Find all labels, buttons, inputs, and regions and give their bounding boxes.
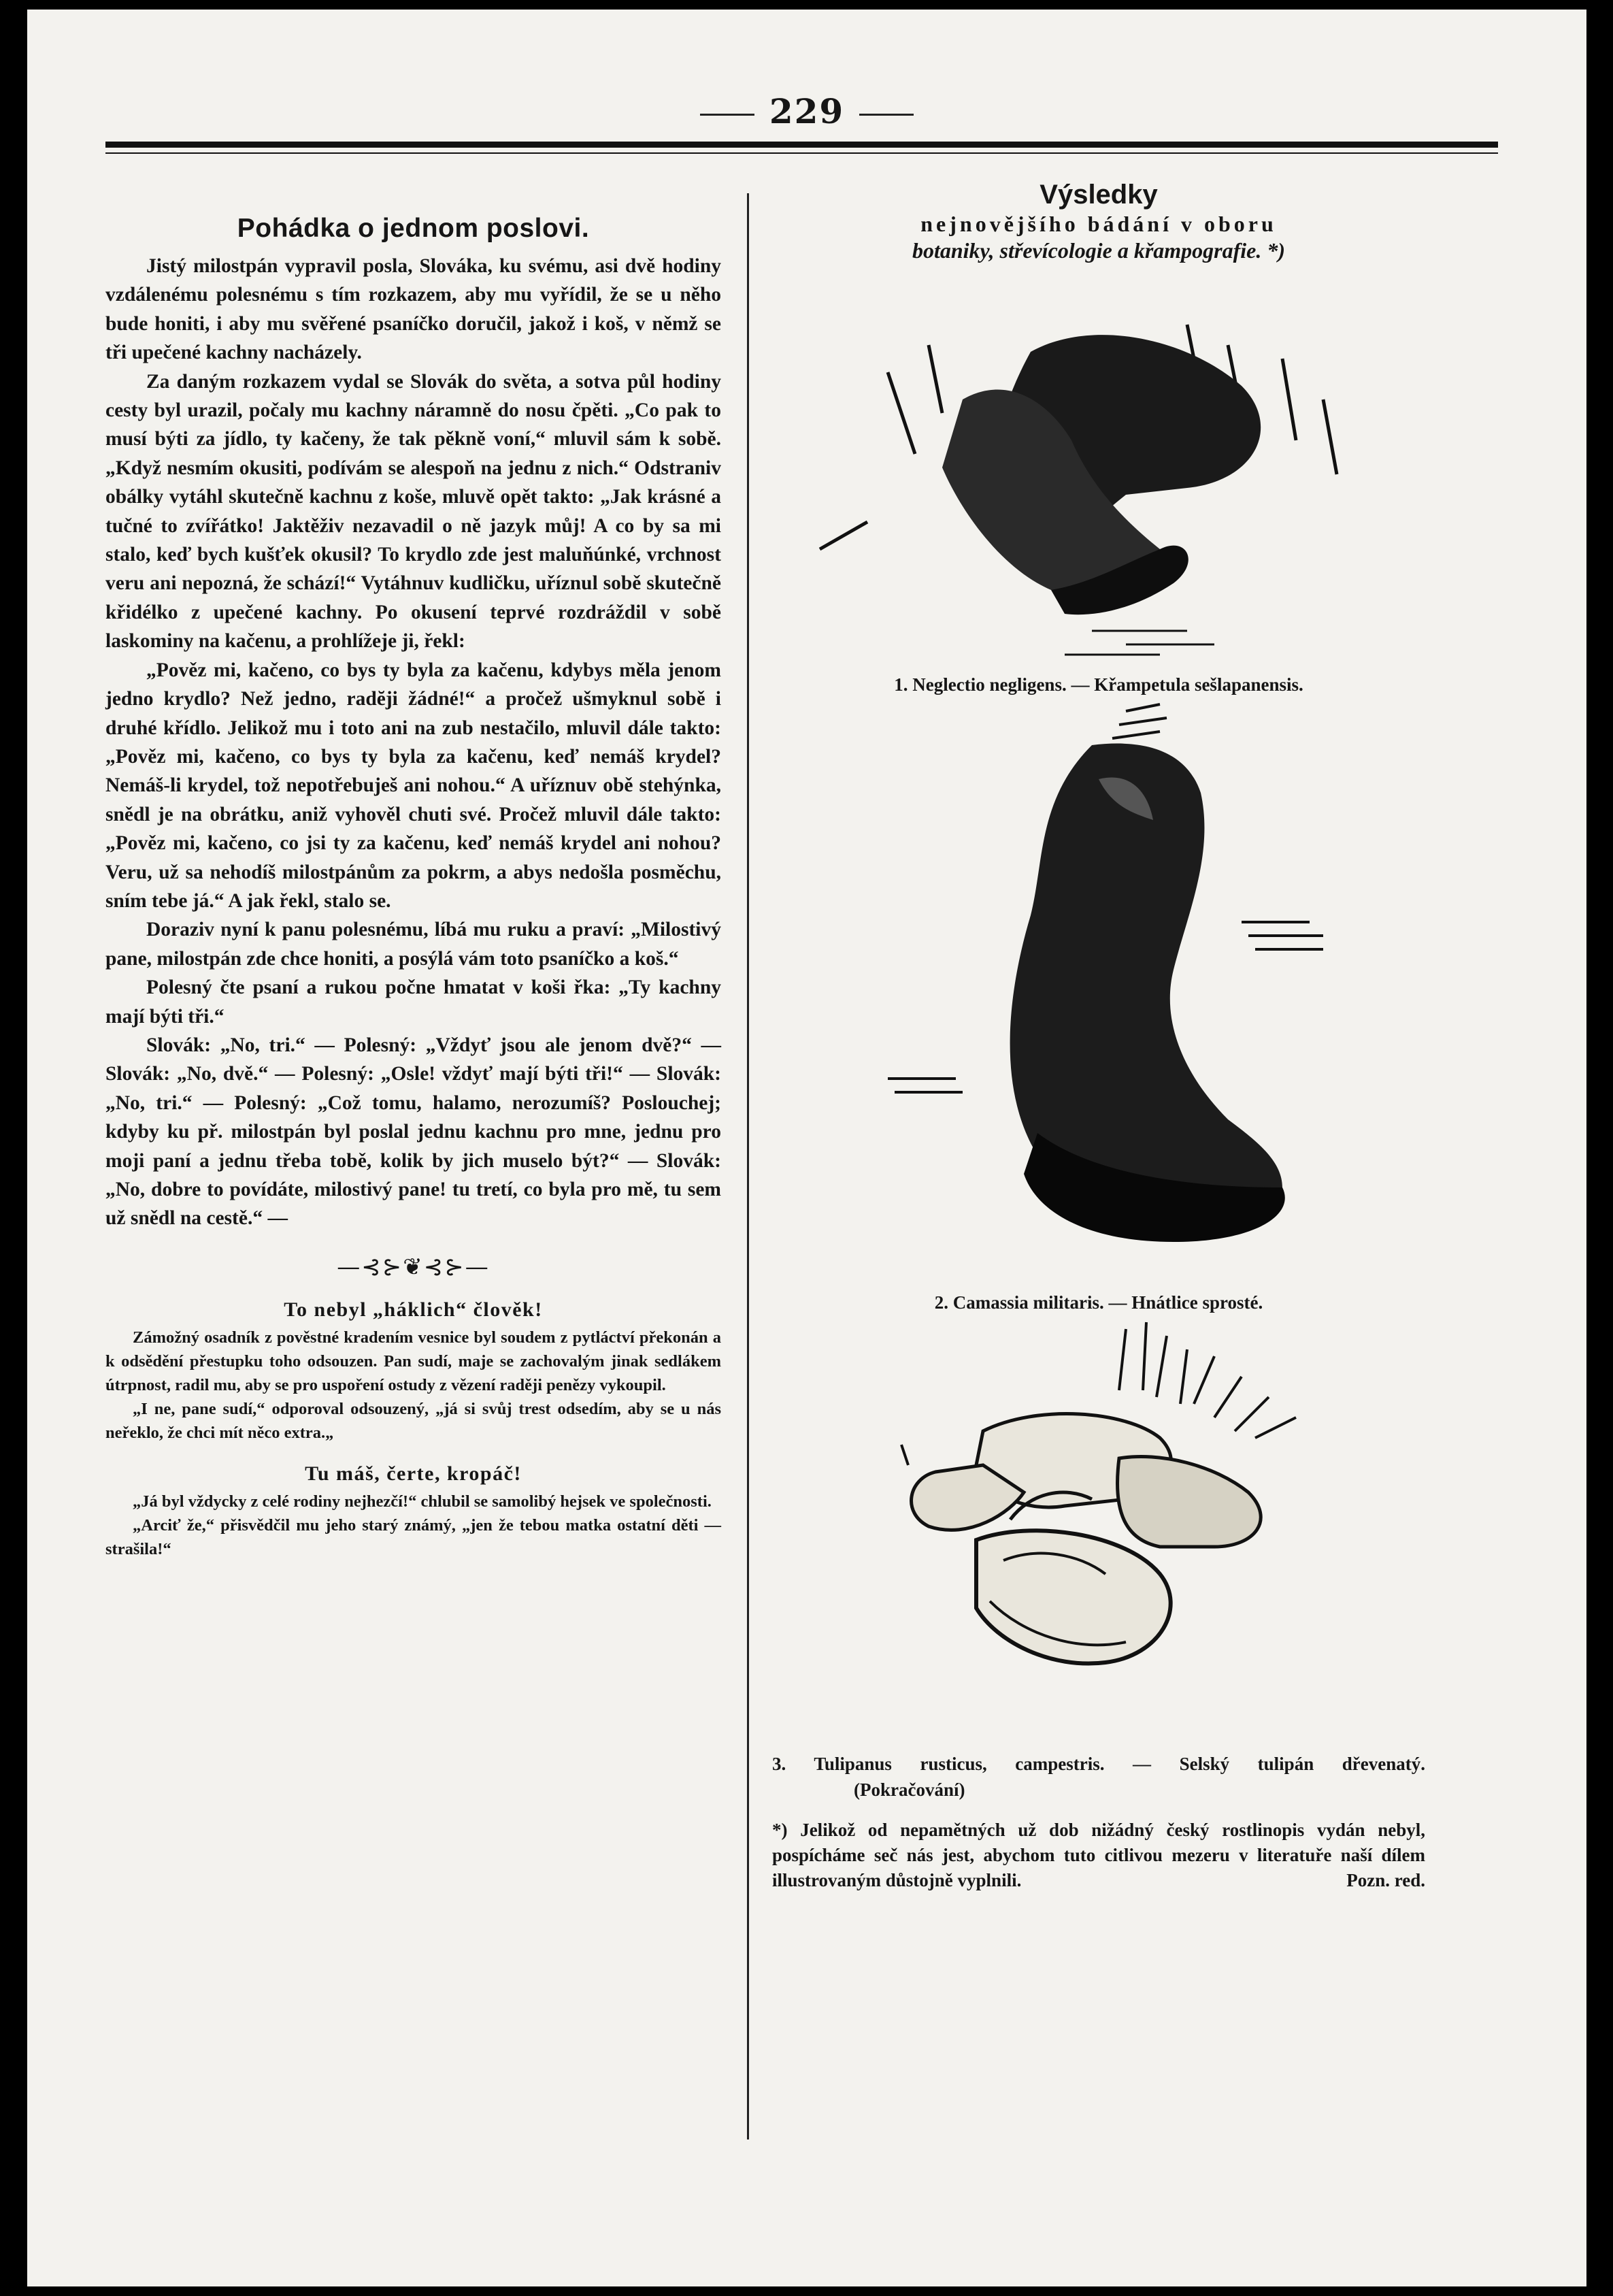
illustration-caption [772,1751,1425,1803]
page-number-dash-left [700,114,754,116]
anecdote-title: Tu máš, čerte, kropáč! [305,1462,522,1485]
article-subtitle-italic: botaniky, střevícologie a křampografie. *) [912,238,1286,263]
page-number [27,91,1586,131]
header-rule-thin [105,152,1498,154]
shoe-illustration-1 [806,263,1391,672]
page-number-dash-right [859,114,914,116]
anecdote-title: To nebyl „háklich“ člověk! [284,1298,543,1321]
newspaper-page [27,10,1586,2286]
anecdote-body [105,1490,721,1561]
header-rule [105,142,1498,148]
anecdote-paragraph: „Já byl vždycky z celé rodiny nejhezčí!“ chlubil se samolibý hejsek ve společnosti. [133,1492,712,1511]
anecdote-paragraph: „Arciť že,“ přisvědčil mu jeho starý známý, „jen že tebou matka ostatní děti — strašila!“ [105,1515,721,1558]
anecdote-paragraph: Zámožný osadník z pověstné kradením vesnice byl soudem z pytláctví překonán a k odsědění přestupku toho odsouzen. Pan sudí, maje se zachovalým jinak sedlákem útrpnost, radil mu, aby se pro uspoření ostudy z vězení raději penězy vykoupil. [105,1328,721,1394]
story-paragraph: Za daným rozkazem vydal se Slovák do světa, a sotva půl hodiny cesty byl urazil, počaly mu kachny náramně do nosu čpěti. „Co pak to musí býti za jídlo, ty kačeny, že tak pěkně voní,“ mluvil sám k sobě. „Když nesmím okusiti, podívám se alespoň na jednu z nich.“ Odstraniv obálky vytáhl skutečně kachnu z koše, mluvě opět takto: „Jak krásné a tučné to zvířátko! Jaktěživ nezavadil o ně jazyk můj! A co by sa mi stalo, keď bych kušťek okusil? To krydlo zde jest maluňúnké, vrchnost veru ani nepozná, že schází!“ Vytáhnuv kudličku, uříznul sobě skutečně křidélko z upečené kachny. Po okusení teprvé rozdráždil v sobě laskominy na kačenu, a prohlížeje ji, řekl: [105,370,721,653]
shoe-illustration-3 [806,1315,1391,1751]
story-paragraph: Jistý milostpán vypravil posla, Slováka, ku svému, asi dvě hodiny vzdálenému polesnému s tím rozkazem, aby mu vyřídil, že se u něho bude honiti, i aby mu svěřené psaníčko doručil, jakož i koš, v němž se tři upečené kachny nacházely. [105,255,721,364]
footnote [772,1818,1425,1893]
anecdote-paragraph: „I ne, pane sudí,“ odporoval odsouzený, „já si svůj trest odsedím, aby se u nás neřeklo, že chci mít něco extra.„ [105,1399,721,1442]
illustration-caption: 1. Neglectio negligens. — Křampetula sešlapanensis. [894,674,1303,695]
story-paragraph: „Pověz mi, kačeno, co bys ty byla za kačenu, kdybys měla jenom jedno krydlo? Než jedno, radĕji žádné!“ a pročež ušmyknul sobě i druhé křídlo. Jelikož mu i toto ani na zub nestačilo, mluvil dále takto: „Pověz mi, kačeno, co bys ty byla za kačenu, keď nemáš krydel? Nemáš-li krydel, tož nepotřebuješ ani nohou.“ A uříznuv obě stehýnka, snědl je na obrátku, aniž vyhověl chuti své. Pročež mluvil dále takto: „Pověz mi, kačeno, co jsi ty za kačenu, keď nemáš krydel ani nohou? Veru, už sa nehodíš milostpánům za pokrm, a abys nedošla posměchu, sním tebe já.“ A jak řekl, stalo se. [105,659,721,912]
article-title: Výsledky [1040,180,1158,210]
story-paragraph: Polesný čte psaní a rukou počne hmatat v koši řka: „Ty kachny mají býti tři.“ [105,977,721,1028]
article-subtitle: nejnovějšího bádání v oboru [920,212,1277,236]
right-column [772,180,1425,1893]
story-paragraph: Slovák: „No, tri.“ — Polesný: „Vždyť jsou ale jenom dvě?“ — Slovák: „No, dvě.“ — Polesný: „Osle! vždyť mají býti tři!“ — Slovák: „No, tri.“ — Polesný: „Což tomu, halamo, nerozumíš? Poslouchej; kdyby ku př. milostpán byl poslal jednu kachnu pro mne, jednu pro moji paní a jednu třeba tobě, kolik by jich muselo být?“ — Slovák: „No, dobre to povídáte, milostivý pane! tu tretí, co byla pro mě, tu sem už snědl na cestě.“ — [105,1034,721,1230]
continuation-note: (Pokračování) [854,1780,965,1800]
anecdote-body [105,1326,721,1445]
story-body [105,252,721,1233]
caption-3-text: 3. Tulipanus rusticus, campestris. — Selský tulipán dřevenatý. [772,1754,1425,1774]
footnote-text: *) Jelikož od nepamětných už dob nižádný český rostlinopis vydán nebyl, pospícháme seč nás jest, abychom tuto citlivou mezeru v literatuře naší dílem illustrovaným důstojně vyplnili. [772,1820,1425,1890]
page-number-text: 229 [769,91,845,131]
section-ornament: —⊰⊱❦⊰⊱— [337,1253,490,1281]
footnote-signature: Pozn. red. [1346,1870,1425,1890]
story-paragraph: Doraziv nyní k panu polesnému, líbá mu ruku a praví: „Milostivý pane, milostpán zde chce honiti, a posýlá vám toto psaníčko a koš.“ [105,919,721,970]
illustration-caption: 2. Camassia militaris. — Hnátlice sprosté. [934,1292,1263,1313]
column-divider [747,193,749,2139]
story-title: Pohádka o jednom poslovi. [237,214,590,243]
left-column [105,214,721,1561]
shoe-illustration-2 [806,698,1391,1290]
